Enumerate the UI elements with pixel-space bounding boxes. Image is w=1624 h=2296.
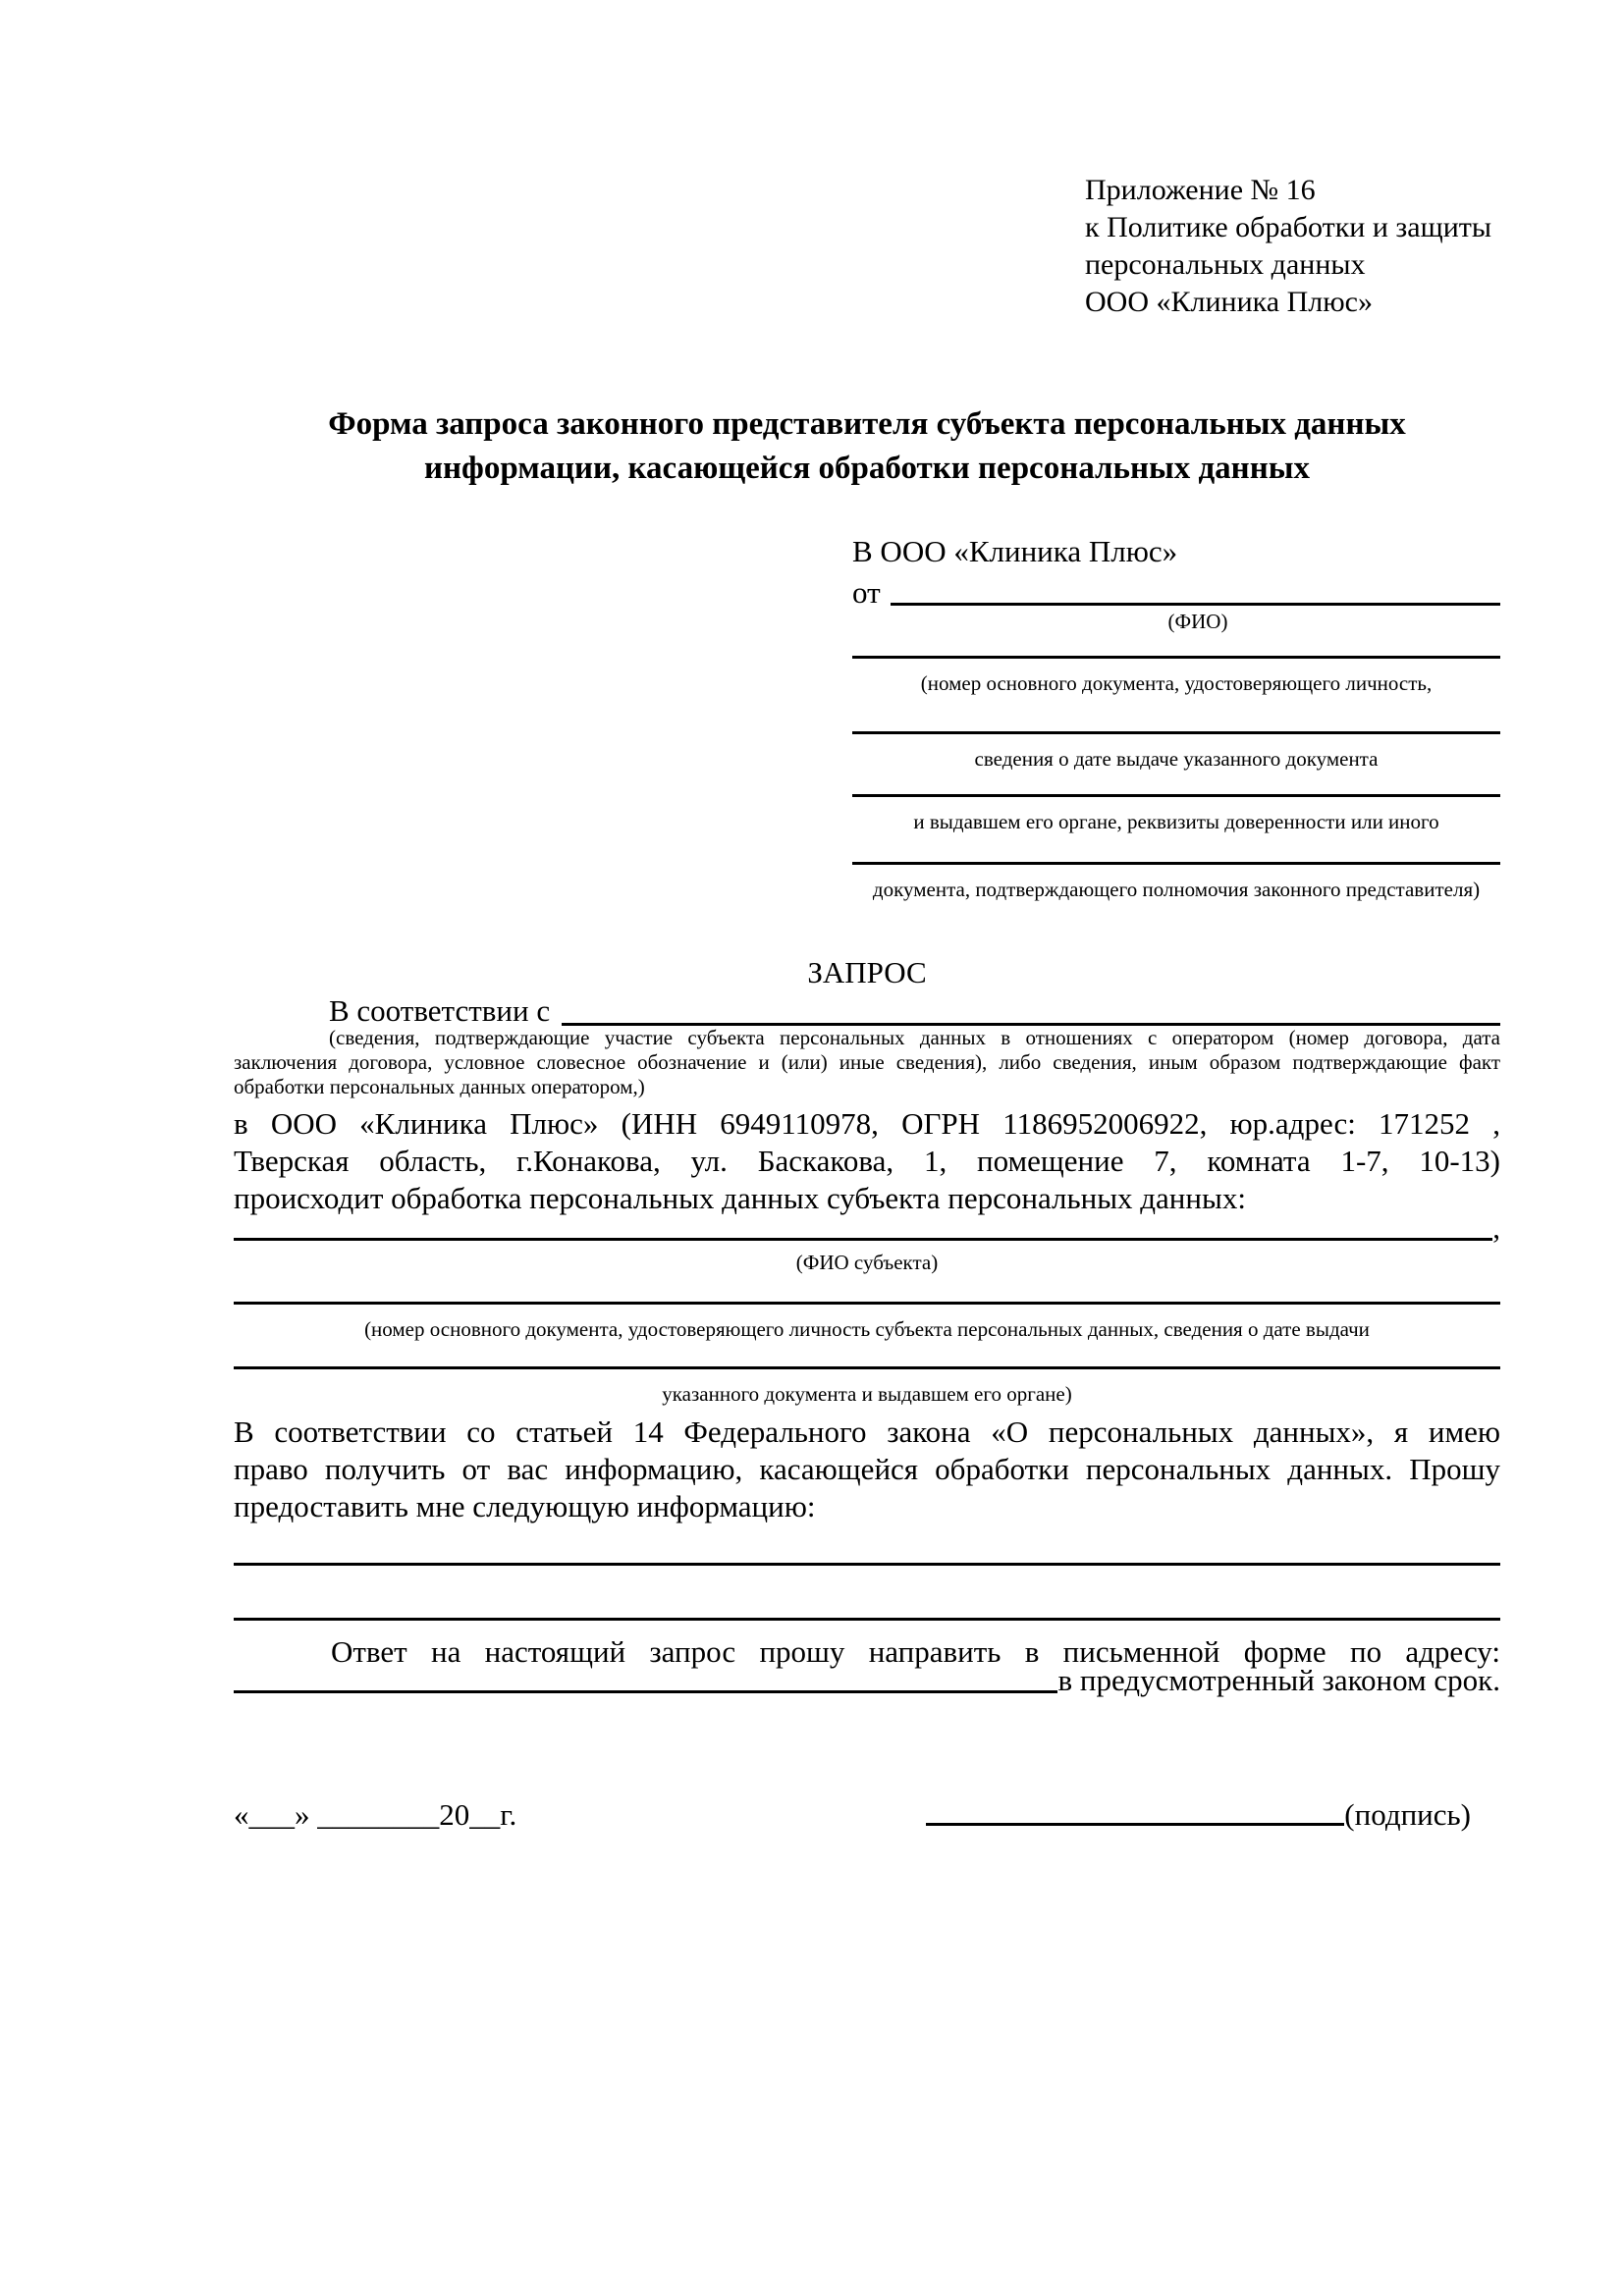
answer-tail: в предусмотренный законом срок. [1057,1663,1500,1697]
document-title-line: Форма запроса законного представителя субъекта персональных данных [328,406,1406,442]
addressee-from-row [852,576,1500,610]
fio-caption: (ФИО) [1167,610,1228,633]
accord-blank-line [562,992,1500,1026]
doc-caption: и выдавшем его органе, реквизиты доверенности или иного [913,810,1439,833]
accord-caption-line: заключения договора, условное словесное обозначение и (или) иные сведения), либо сведения, иным образом подтверждающие факт [234,1050,1500,1074]
document-content [0,172,1624,1834]
accord-caption-line: обработки персональных данных оператором,) [234,1075,645,1098]
doc-caption: сведения о дате выдаче указанного документа [974,747,1379,771]
accord-caption-line: (сведения, подтверждающие участие субъекта персональных данных в отношениях с оператором (номер договора, дата [329,1026,1500,1049]
blank-line [234,1302,1500,1305]
operator-line: происходит обработка персональных данных субъекта персональных данных: [234,1181,1246,1215]
operator-line: Тверская область, г.Конакова, ул. Баскакова, 1, помещение 7, комната 1-7, 10-13) [234,1144,1500,1178]
blank-line [852,731,1500,734]
subject-doc-caption: указанного документа и выдавшем его органе) [662,1382,1072,1406]
blank-line [852,656,1500,659]
appendix-line: к Политике обработки и защиты [1085,211,1492,243]
appendix-line: ООО «Клиника Плюс» [1085,286,1373,318]
appendix-line: персональных данных [1085,248,1366,281]
addressee-block [852,533,1500,902]
accord-label: В соответствии с [329,993,551,1028]
subject-doc-caption: (номер основного документа, удостоверяющего личность субъекта персональных данных, сведения о дате выдачи [364,1317,1370,1341]
signature-caption: (подпись) [1344,1797,1471,1832]
blank-line [234,1618,1500,1621]
answer-line: Ответ на настоящий запрос прошу направить в письменной форме по адресу: [331,1634,1500,1669]
request-heading: ЗАПРОС [807,955,927,989]
signature-blank-line [926,1796,1344,1826]
footer [234,1796,1500,1834]
from-label: от [852,575,881,610]
appendix-line: Приложение № 16 [1085,174,1316,206]
doc-caption: документа, подтверждающего полномочия законного представителя) [872,878,1481,901]
subject-fio-blank-line [234,1211,1492,1241]
appendix-header [1085,172,1500,321]
blank-line [852,794,1500,797]
document-title [234,402,1500,491]
answer-tail-row [234,1664,1500,1697]
signature-group [926,1796,1471,1834]
operator-line: в ООО «Клиника Плюс» (ИНН 6949110978, ОГРН 1186952006922, юр.адрес: 171252 , [234,1106,1500,1141]
addressee-to: В ООО «Клиника Плюс» [852,534,1178,568]
blank-line [852,862,1500,865]
blank-line [234,1366,1500,1369]
date-line: «___» ________20__г. [234,1797,517,1832]
law-paragraph [234,1414,1500,1525]
law-line: В соответствии со статьей 14 Федерального закона «О персональных данных», я имею [234,1415,1500,1449]
document-title-line: информации, касающейся обработки персональных данных [424,451,1310,486]
address-blank-line [234,1664,1057,1693]
accord-row [234,992,1500,1030]
accord-caption [234,1026,1500,1099]
from-blank-line [891,576,1500,606]
operator-paragraph [234,1105,1500,1217]
subject-fio-caption: (ФИО субъекта) [795,1251,939,1274]
subject-fio-row [234,1211,1500,1245]
subject-blank-suffix: , [1492,1210,1500,1245]
doc-caption: (номер основного документа, удостоверяющего личность, [920,671,1433,695]
law-line: право получить от вас информацию, касающейся обработки персональных данных. Прошу [234,1452,1500,1486]
blank-line [234,1563,1500,1566]
law-line: предоставить мне следующую информацию: [234,1489,816,1523]
